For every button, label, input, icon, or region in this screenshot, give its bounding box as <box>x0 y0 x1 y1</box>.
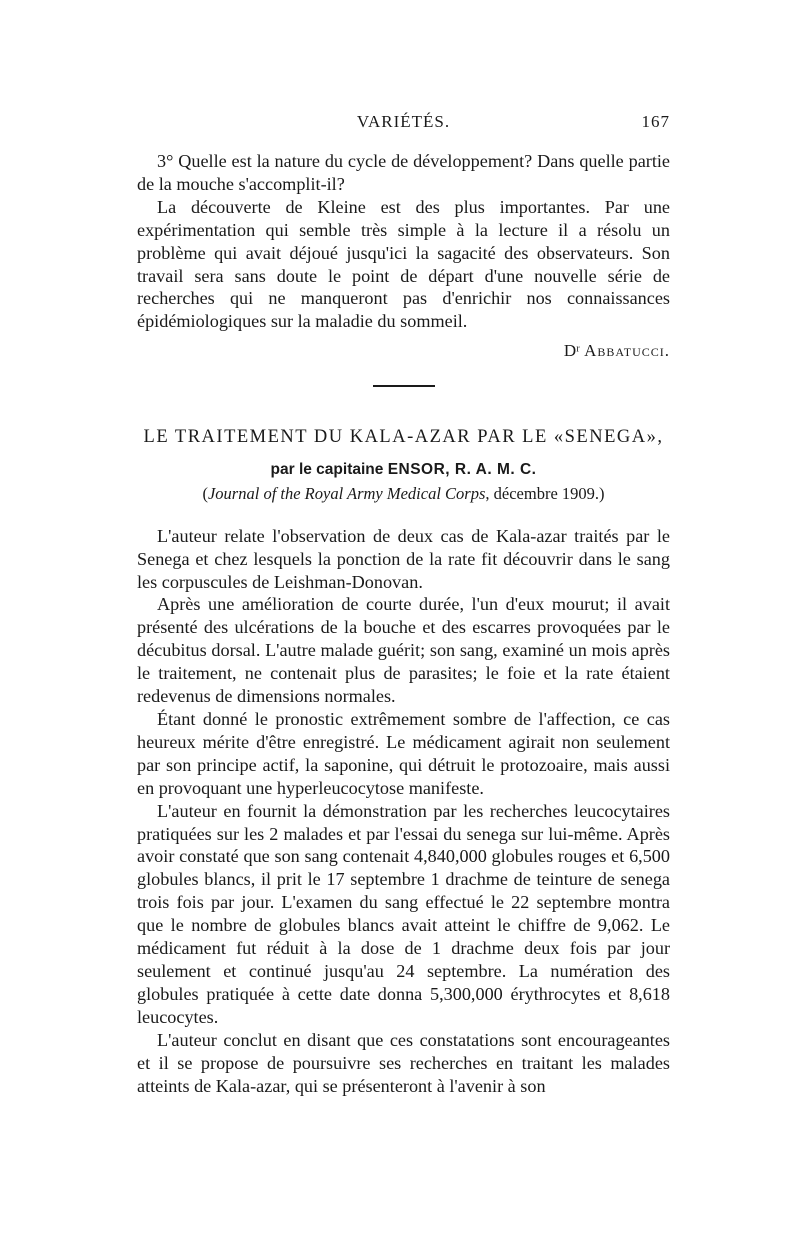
source-open-paren: ( <box>202 483 208 503</box>
byline-prefix: par le capitaine <box>270 460 384 478</box>
article-body <box>137 525 670 1098</box>
article-source <box>137 484 670 504</box>
paragraph-observation: L'auteur relate l'observation de deux cas de Kala-azar traités par le Senega et chez lesquels la ponction de la rate fit découvrir dans le sang les corpuscules de Leishman-Donovan. <box>137 525 670 592</box>
running-header <box>137 112 670 142</box>
running-title: VARIÉTÉS. <box>356 112 451 131</box>
paragraph-prognosis: Étant donné le pronostic extrêmement sombre de l'affection, ce cas heureux mérite d'être enregistré. Le médicament agirait non seulement par son principe actif, la saponine, qui détruit le protozoaire, mais aussi en provoquant une hyperleucocytose manifeste. <box>137 709 670 798</box>
section-divider <box>373 385 435 387</box>
paragraph-demonstration: L'auteur en fournit la démonstration par les recherches leucocytaires pratiquées sur les 2 malades et par l'essai du senega sur lui-même. Après avoir constaté que son sang contenait 4,840,000 globules rouges et 6,500 globules blancs, il prit le 17 septembre 1 drachme de teinture de senega trois fois par jour. L'examen du sang effectué le 22 septembre montra que le nombre de globules blancs avait atteint le chiffre de 9,062. Le médicament fut réduit à la dose de 1 drachme deux fois par jour seulement et continué jusqu'au 24 septembre. La numération des globules pratiquée à cette date donna 5,300,000 érythrocytes et 8,618 leucocytes. <box>137 800 670 1027</box>
page-number: 167 <box>641 112 670 131</box>
page <box>137 112 670 1097</box>
author-signature <box>137 341 670 365</box>
signature-title: Dʳ <box>563 341 580 361</box>
paragraph-author-conclusion: L'auteur conclut en disant que ces constatations sont encourageantes et il se propose de poursuivre ses recherches en traitant les malades atteints de Kala-azar, qui se présenteront à l'avenir à son <box>137 1029 670 1096</box>
byline-author: ENSOR, R. A. M. C. <box>387 460 537 478</box>
source-journal: Journal of the Royal Army Medical Corps <box>207 483 486 503</box>
paragraph-outcome: Après une amélioration de courte durée, l'un d'eux mourut; il avait présenté des ulcérations de la bouche et des escarres provoquées par le décubitus dorsal. L'autre malade guérit; son sang, examiné un mois après le traitement, ne contenait plus de parasites; le foie et la rate étaient redevenus de dimensions normales. <box>137 594 670 707</box>
source-date: , décembre 1909.) <box>485 483 605 503</box>
article-byline <box>137 461 670 479</box>
signature-name: Abbatucci. <box>584 341 670 361</box>
paragraph-question: 3° Quelle est la nature du cycle de développement? Dans quelle partie de la mouche s'accomplit-il? <box>137 151 670 194</box>
paragraph-conclusion: La découverte de Kleine est des plus importantes. Par une expérimentation qui semble très simple à la lecture il a résolu un problème qui avait déjoué jusqu'ici la sagacité des observateurs. Son travail sera sans doute le point de départ d'une nouvelle série de recherches qui ne manqueront pas d'enrichir nos connaissances épidémiologiques sur la maladie du sommeil. <box>137 196 670 332</box>
article-title: LE TRAITEMENT DU KALA-AZAR PAR LE «SENEGA», <box>143 426 664 447</box>
